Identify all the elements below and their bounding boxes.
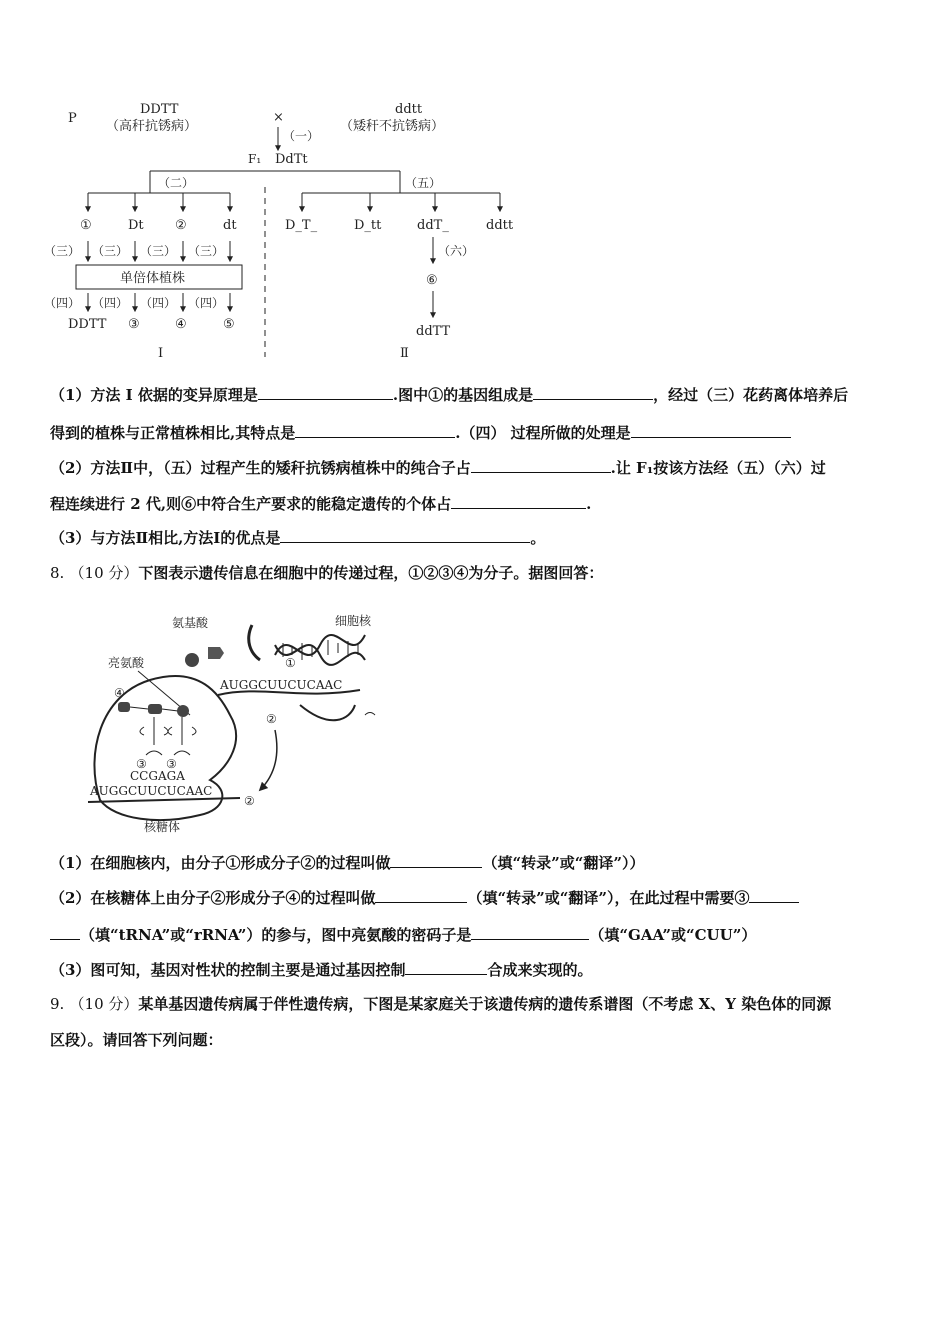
answer-blank[interactable]: [451, 494, 586, 509]
circle-3-label-1: ③: [136, 757, 147, 771]
answer-blank[interactable]: [375, 888, 467, 903]
anticodon-sequence: CCGAGA: [130, 769, 185, 783]
answer-blank[interactable]: [405, 960, 487, 975]
mrna-bottom-sequence: AUGGCUUCUCAAC: [90, 784, 213, 798]
step-two-label: （二）: [158, 176, 195, 190]
label-p: P: [68, 111, 77, 126]
answer-blank[interactable]: [390, 853, 482, 868]
trna-2: [168, 717, 196, 755]
step-three-label-2: （三）: [92, 244, 129, 258]
parent1-phenotype: （高秆抗锈病）: [106, 119, 198, 134]
amino-acid-group-icon: [208, 647, 224, 659]
q7-part1-line1: （1）方法 I 依据的变异原理是 .图中①的基因组成是 ，经过（三）花药离体培养后: [50, 386, 849, 404]
result-ddtt: DDTT: [68, 317, 107, 332]
q8-part2-line1: （2）在核糖体上由分子②形成分子④的过程叫做 （填“转录”或“翻译”），在此过程中需要③: [50, 888, 910, 908]
circle-1-label: ①: [285, 656, 296, 670]
mrna-top-sequence: AUGGCUUCUCAAC: [220, 678, 343, 692]
parent2-genotype: ddtt: [395, 102, 423, 117]
step-four-label-1: （四）: [44, 296, 81, 310]
step-four-label-2: （四）: [92, 296, 129, 310]
result-5: ⑤: [223, 317, 235, 332]
step-three-label-4: （三）: [188, 244, 225, 258]
answer-blank[interactable]: [295, 423, 455, 438]
q7-part1-line2: 得到的植株与正常植株相比,其特点是 .（四） 过程所做的处理是: [50, 423, 910, 443]
step-six-label: （六）: [438, 244, 475, 258]
gamete-4: dt: [223, 218, 237, 233]
method1-label: Ⅰ: [158, 346, 164, 361]
answer-blank[interactable]: [280, 528, 530, 543]
offspring-4: ddtt: [486, 218, 514, 233]
offspring-1: D_T_: [285, 218, 318, 233]
answer-blank[interactable]: [749, 888, 799, 903]
q8-part1: （1）在细胞核内，由分子①形成分子②的过程叫做 （填“转录”或“翻译”））: [50, 854, 645, 872]
answer-blank[interactable]: [471, 458, 611, 473]
f1-label: F₁: [248, 152, 262, 166]
q7-part2-line2: 程连续进行 2 代,则⑥中符合生产要求的能稳定遗传的个体占 .: [50, 495, 592, 513]
q7-part3: （3）与方法Ⅱ相比,方法Ⅰ的优点是 。: [50, 529, 546, 547]
circle-2-label-bottom: ②: [244, 794, 255, 808]
answer-blank[interactable]: [533, 385, 653, 400]
cross-symbol: ×: [273, 110, 284, 125]
nucleus-label: 细胞核: [335, 614, 372, 628]
answer-blank[interactable]: [50, 925, 80, 940]
answer-blank[interactable]: [258, 385, 393, 400]
q8-part3: （3）图可知，基因对性状的控制主要是通过基因控制 合成来实现的。: [50, 961, 593, 979]
q8-stem: 8. （10 分）下图表示遗传信息在细胞中的传递过程，①②③④为分子。据图回答：: [50, 564, 604, 582]
step-five-label: （五）: [405, 176, 442, 190]
q8-part2-line2: （填“tRNA”或“rRNA”）的参与，图中亮氨酸的密码子是 （填“GAA”或“CUU”）: [50, 925, 910, 945]
step-four-label-4: （四）: [188, 296, 225, 310]
gene-expression-diagram: [80, 605, 400, 840]
circle-2-label-top: ②: [266, 712, 277, 726]
amino-acid-icon: [185, 653, 199, 667]
dna-strand-end: [249, 625, 260, 660]
leucine-label: 亮氨酸: [108, 656, 145, 670]
final-genotype: ddTT: [416, 324, 451, 339]
parent1-genotype: DDTT: [140, 102, 179, 117]
haploid-box-label: 单倍体植株: [120, 271, 186, 286]
polypeptide-chain: [118, 702, 189, 717]
circle-six: ⑥: [426, 273, 438, 288]
step-three-label-3: （三）: [140, 244, 177, 258]
step-three-label-1: （三）: [44, 244, 81, 258]
circle-4-label: ④: [114, 686, 125, 700]
gamete-1: ①: [80, 218, 92, 233]
trna-1: [140, 717, 168, 755]
offspring-3: ddT_: [417, 218, 449, 233]
gamete-2: Dt: [128, 218, 144, 233]
offspring-2: D_tt: [354, 218, 382, 233]
f1-genotype: DdTt: [275, 152, 308, 167]
parent2-phenotype: （矮秆不抗锈病）: [340, 119, 445, 134]
breeding-diagram: [40, 95, 540, 365]
answer-blank[interactable]: [631, 423, 791, 438]
result-4: ④: [175, 317, 187, 332]
step-four-label-3: （四）: [140, 296, 177, 310]
q9-stem-continued: 区段）。请回答下列问题：: [50, 1031, 223, 1049]
amino-acid-label: 氨基酸: [172, 616, 209, 630]
gamete-3: ②: [175, 218, 187, 233]
method2-label: Ⅱ: [400, 346, 409, 361]
step-one-label: （一）: [283, 129, 320, 143]
circle-3-label-2: ③: [166, 757, 177, 771]
q9-stem: 9. （10 分）某单基因遗传病属于伴性遗传病，下图是某家庭关于该遗传病的遗传系谱图（不考虑 X、Y 染色体的同源: [50, 995, 832, 1013]
q7-part2-line1: （2）方法Ⅱ中，（五）过程产生的矮秆抗锈病植株中的纯合子占 .让 F₁按该方法经（五）（六）过: [50, 459, 826, 477]
ribosome-label: 核糖体: [144, 820, 181, 834]
result-3: ③: [128, 317, 140, 332]
answer-blank[interactable]: [471, 925, 589, 940]
